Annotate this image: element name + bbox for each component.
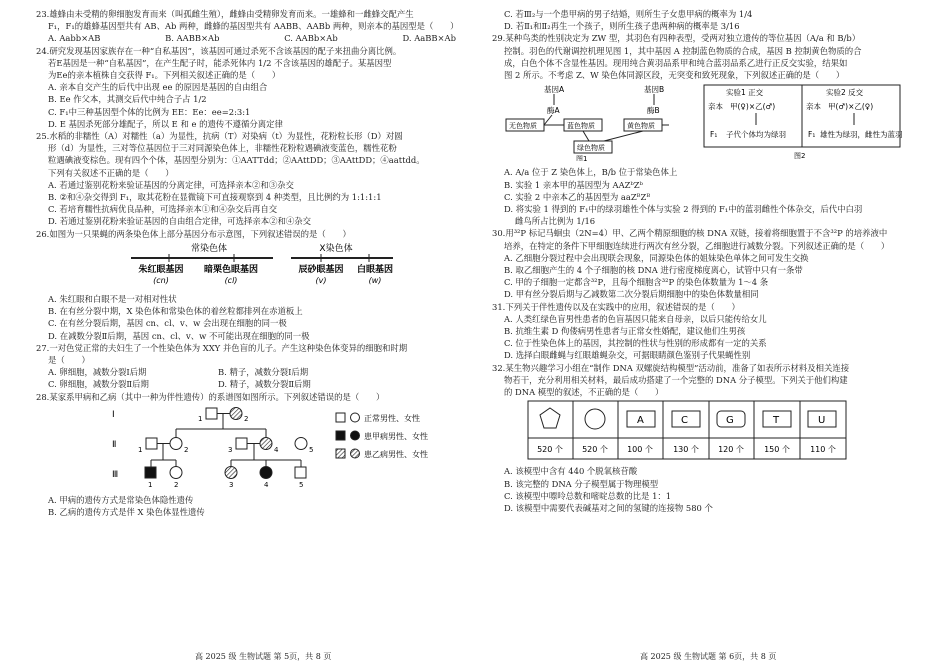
f1-label: F₁	[710, 130, 718, 140]
q23-line: 23.雄蜂由未受精的卵细胞发育而来（叫孤雌生殖），雌蜂由受精卵发育而来。一雄蜂和一雌蜂交配产生	[36, 9, 414, 19]
pedigree-male-normal	[295, 467, 306, 478]
pedigree-figure	[106, 405, 466, 489]
option: C. 甲的子细胞一定都含³²P，且每个细胞含³²P 的染色体数量为 1～4 条	[504, 277, 769, 288]
pedigree-number: 5	[309, 445, 314, 454]
f1-label: F₁	[808, 130, 816, 140]
pedigree-number: 3	[229, 480, 234, 489]
option: B. Ee 作父本，其测交后代中纯合子占 1/2	[48, 94, 207, 105]
gene-label: 暗栗色眼基因	[203, 264, 259, 275]
option: B. AABB×Ab	[165, 33, 220, 44]
option: C. 该模型中嘌呤总数和嘧啶总数的比是 1：1	[504, 490, 672, 501]
option: D. 该模型中需要代表碱基对之间的氢键的连接物 580 个	[504, 503, 713, 514]
pedigree-female-affected-a	[260, 466, 272, 478]
q29-line: 控制。羽色的代谢调控机理见图 1，其中基因 A 控制蓝色物质的合成，基因 B 控制黄色物质的合	[504, 45, 862, 56]
option: C. 实验 2 中亲本乙的基因型为 aaZᴮZᴮ	[504, 191, 651, 202]
question-28	[36, 391, 486, 519]
gene-label: 朱红眼基因	[138, 264, 184, 275]
pedigree-number: 1	[138, 445, 143, 454]
chr-label-x: X染色体	[319, 243, 353, 254]
option: D. AaBB×Ab	[402, 33, 456, 44]
substance-label: 无色物质	[509, 122, 537, 131]
result-label: 子代个体均为绿羽	[726, 130, 786, 140]
legend-female-affected-a	[351, 431, 360, 440]
pedigree-number: 4	[264, 480, 269, 489]
option: A. 该模型中含有 440 个脱氧核苷酸	[504, 466, 638, 477]
pedigree-number: 1	[148, 480, 153, 489]
base-letter: U	[818, 415, 826, 427]
question-24	[36, 45, 486, 130]
pedigree-number: 2	[184, 445, 189, 454]
gene-b-label: 基因B	[644, 85, 665, 95]
enzyme-b-label: 酶B	[647, 106, 660, 116]
option: C. 位于性染色体上的基因，其控制的性状与性别的形成都有一定的关系	[504, 338, 767, 349]
base-letter: C	[681, 415, 688, 427]
generation-label: Ⅲ	[112, 469, 119, 480]
right-column	[492, 8, 912, 514]
pedigree-number: 1	[198, 414, 203, 423]
pedigree-female-hatched	[260, 437, 272, 449]
option: A. 若通过鉴别花粉来验证基因的分离定律，可选择亲本②和③杂交	[48, 179, 294, 190]
q28-line: 28.某家系甲病和乙病（其中一种为伴性遗传）的系谱图如图所示。下列叙述错误的是（ ）	[36, 391, 385, 402]
substance-label: 绿色物质	[577, 144, 605, 153]
question-31	[492, 301, 912, 362]
option: A. 亲本自交产生的后代中出现 ee 的原因是基因的自由组合	[48, 82, 268, 93]
question-23	[36, 8, 486, 45]
q30-line: 培养，在特定的条件下甲细胞连续进行两次有丝分裂，乙细胞进行减数分裂。下列叙述正确的是（ ）	[504, 240, 890, 251]
page-footer-left: 高 2025 级 生物试题 第 5页，共 8 页	[195, 652, 332, 661]
enzyme-a-label: 酶A	[547, 106, 560, 116]
question-27	[36, 342, 486, 391]
option: A. 卵细胞，减数分裂Ⅰ后期	[48, 367, 147, 378]
gene-symbol: (cl)	[224, 275, 238, 285]
pedigree-number: 2	[174, 480, 179, 489]
question-25	[36, 130, 486, 228]
chromosome-figure	[131, 242, 431, 288]
option: A. 人类红绿色盲男性患者的色盲基因只能来自母亲，以后只能传给女儿	[504, 313, 767, 324]
q27-options-row	[36, 366, 486, 378]
q26-line: 26.如图为一只果蝇的两条染色体上部分基因分布示意图，下列叙述错误的是（ ）	[36, 228, 351, 239]
option: B. 精子，减数分裂Ⅰ后期	[218, 367, 309, 378]
gene-label: 辰砂眼基因	[298, 264, 344, 275]
option: C. AABb×Ab	[284, 33, 338, 44]
generation-label: Ⅱ	[112, 439, 117, 450]
arrow	[583, 131, 589, 141]
question-32	[492, 362, 912, 515]
q25-line: 形（d）为显性，三对等位基因位于三对同源染色体上，非糯性花粉粒遇碘液变蓝色，糯性花粉	[48, 143, 397, 154]
option: B. 抗维生素 D 佝偻病男性患者与正常女性婚配，建议他们生男孩	[504, 326, 746, 337]
table-cell: 150 个	[764, 445, 790, 455]
option: D. 在减数分裂Ⅱ后期，基因 cn、cl、v、w 不可能出现在细胞的同一极	[48, 330, 310, 341]
gene-symbol: (cn)	[153, 275, 169, 285]
pedigree-number: 3	[228, 445, 233, 454]
table-cell: 520 个	[537, 445, 563, 455]
option: B. 在有丝分裂中期，X 染色体和常染色体的着丝粒都排列在赤道板上	[48, 306, 303, 317]
dna-materials-table	[527, 400, 847, 460]
legend-male-affected-b	[336, 449, 345, 458]
q25-line: 下列有关叙述不正确的是（ ）	[48, 167, 174, 178]
q24-line: 若E基因是一种“自私基因”，在产生配子时，能杀死体内 1/2 不含该基因的雄配子。某基因型	[48, 57, 392, 68]
option: 雌鸟所占比例为 1/16	[504, 216, 596, 227]
q30-line: 30.用³²P 标记马蛔虫（2N=4）甲、乙两个精原细胞的核 DNA 双链，接着将细胞置于不含³²P 的培养液中	[492, 228, 888, 239]
pedigree-male-normal	[206, 408, 217, 419]
legend-label: 患乙病男性、女性	[364, 449, 428, 459]
experiment-title: 实验2 反交	[826, 88, 864, 98]
pedigree-female-normal	[295, 437, 307, 449]
metabolism-figures	[504, 83, 904, 161]
option: C. 卵细胞，减数分裂Ⅱ后期	[48, 379, 149, 390]
option: D. 精子，减数分裂Ⅱ后期	[218, 379, 311, 390]
result-label: 雄性为绿羽，雌性为蓝羽	[820, 130, 903, 140]
option: A. 朱红眼和白眼不是一对相对性状	[48, 294, 177, 305]
option: A. Aabb×AB	[48, 33, 101, 44]
chr-label-autosome: 常染色体	[190, 243, 228, 254]
option: C. 在有丝分裂后期，基因 cn、cl、v、w 会出现在细胞的同一极	[48, 318, 287, 329]
option: B. 实验 1 亲本甲的基因型为 AAZᵇZᵇ	[504, 179, 643, 190]
legend-male-normal	[336, 413, 345, 422]
option: A. A/a 位于 Z 染色体上，B/b 位于常染色体上	[504, 167, 678, 178]
table-cell: 120 个	[718, 445, 744, 455]
circle-icon	[585, 409, 605, 429]
gene-a-label: 基因A	[544, 85, 565, 95]
substance-label: 黄色物质	[627, 122, 655, 131]
q29-line: 29.某种鸟类的性别决定为 ZW 型，其羽色有四种表型，受两对独立遗传的等位基因（A/a 和 B/b）	[492, 33, 861, 44]
option: C. 若Ⅲ₂与一个患甲病的男子结婚，则所生子女患甲病的概率为 1/4	[504, 9, 753, 19]
option: C. 若培育糯性抗病优良品种，可选择亲本①和④杂交后再自交	[48, 204, 278, 215]
base-letter: A	[637, 415, 644, 427]
q27-line: 27.一对色觉正常的夫妇生了一个性染色体为 XXY 并色盲的儿子。产生这种染色体变异的细胞和时期	[36, 342, 408, 353]
gene-label: 白眼基因	[356, 264, 394, 275]
q23-options	[36, 32, 486, 44]
q25-line: 粒遇碘液变棕色。现有四个个体，基因型分别为：①AATTdd；②AAttDD；③AAttDD；④aattdd。	[48, 155, 425, 166]
base-letter: G	[726, 415, 734, 427]
option: D. E 基因杀死部分雄配子，所以 E 和 e 的遗传不遵循分离定律	[48, 118, 283, 129]
option: D. 若Ⅱ₁和Ⅱ₂再生一个孩子，则所生孩子患两种病的概率是 3/16	[504, 21, 740, 32]
question-28-continued	[492, 8, 912, 32]
pedigree-male-affected-a	[145, 467, 156, 478]
pedigree-number: 2	[244, 414, 249, 423]
parent-label: 亲本	[708, 102, 723, 112]
table-cell: 520 个	[582, 445, 608, 455]
q32-line: 物若干，充分利用相关材料，最后成功搭建了一个完整的 DNA 分子模型。下列关于他们构建	[504, 374, 848, 385]
option: D. 若通过鉴别花粉来验证基因的自由组合定律，可选择亲本②和④杂交	[48, 216, 311, 227]
cross-label: 甲(♂)×乙(♀)	[828, 102, 874, 112]
legend-male-affected-a	[336, 431, 345, 440]
experiment-title: 实验1 正交	[726, 88, 764, 98]
arrow	[544, 115, 552, 125]
gene-symbol: (v)	[315, 275, 327, 285]
table-cell: 100 个	[627, 445, 653, 455]
q27-options-row	[36, 378, 486, 390]
q29-line: 成，白色个体不含显性基因。现用纯合黄羽品系甲和纯合蓝羽品系乙进行正反交实验，结果如	[504, 57, 848, 68]
q25-line: 25.水稻的非糯性（A）对糯性（a）为显性，抗病（T）对染病（t）为显性，花粉粒长形（D）对圆	[36, 131, 403, 142]
table-cell: 130 个	[673, 445, 699, 455]
legend-label: 患甲病男性、女性	[364, 431, 428, 441]
question-26	[36, 228, 486, 342]
page-footer-right: 高 2025 级 生物试题 第 6页，共 8 页	[640, 652, 777, 661]
parent-label: 亲本	[806, 102, 821, 112]
option: D. 甲有丝分裂后期与乙减数第二次分裂后期细胞中的染色体数量相同	[504, 289, 759, 300]
base-letter: T	[773, 415, 780, 427]
question-29	[492, 32, 912, 227]
q32-line: 32.某生物兴趣学习小组在“制作 DNA 双螺旋结构模型”活动前，准备了如表所示材料及相关连接	[492, 362, 850, 373]
q32-line: 的 DNA 模型的叙述，不正确的是（ ）	[504, 387, 664, 398]
option: C. F₁中三种基因型个体的比例为 EE：Ee：ee=2:3:1	[48, 106, 251, 117]
option: B. 乙病的遗传方式是伴 X 染色体显性遗传	[48, 507, 205, 518]
option: B. 取乙细胞产生的 4 个子细胞的核 DNA 进行密度梯度离心，试管中只有一条带	[504, 265, 803, 276]
option: B. ②和④杂交得到 F₁，取其花粉在显微镜下可直接观察到 4 种类型，且比例约为 1:1:1:1	[48, 192, 382, 203]
cross-label: 甲(♀)×乙(♂)	[730, 102, 776, 112]
q29-line: 图 2 所示。不考虑 Z、W 染色体同源区段，无突变和致死现象，下列叙述正确的是（ ）	[504, 70, 845, 81]
left-column	[36, 8, 486, 519]
gene-symbol: (w)	[368, 275, 382, 285]
figure-caption: 图1	[576, 155, 588, 162]
pedigree-female-hatched	[230, 407, 242, 419]
substance-label: 蓝色物质	[567, 122, 595, 131]
q27-line: 是（ ）	[48, 355, 90, 366]
option: D. 将实验 1 得到的 F₁中的绿羽雄性个体与实验 2 得到的 F₁中的蓝羽雌性个体杂交，后代中白羽	[504, 204, 863, 215]
option: B. 该完整的 DNA 分子模型属于物理模型	[504, 478, 659, 489]
pedigree-male-normal	[146, 438, 157, 449]
legend-label: 正常男性、女性	[364, 413, 420, 423]
pedigree-female-hatched	[225, 466, 237, 478]
q23-line: F₁，F₁的雄蜂基因型共有 AB、Ab 两种，雌蜂的基因型共有 AABB、AABb 两种，则亲本的基因型是（ ）	[48, 21, 459, 32]
q24-line: 24.研究发现基因家族存在一种“自私基因”，该基因可通过杀死不含该基因的配子来扭曲分离比例。	[36, 45, 402, 56]
q31-line: 31.下列关于伴性遗传以及在实践中的应用，叙述错误的是（ ）	[492, 301, 740, 312]
pedigree-male-normal	[236, 438, 247, 449]
legend-female-normal	[351, 413, 360, 422]
pedigree-number: 4	[274, 445, 279, 454]
pedigree-number: 5	[299, 480, 304, 489]
figure-caption: 图2	[794, 152, 806, 161]
pedigree-female-normal	[170, 437, 182, 449]
q24-line: 为Ee的亲本植株自交获得 F₁。下列相关叙述正确的是（ ）	[48, 70, 281, 81]
option: A. 乙细胞分裂过程中会出现联会现象，同源染色体的姐妹染色单体之间可发生交换	[504, 252, 809, 263]
option: A. 甲病的遗传方式是常染色体隐性遗传	[48, 495, 194, 506]
arrow	[604, 131, 643, 141]
option: D. 选择白眼雌蝇与红眼雄蝇杂交，可据眼睛颜色鉴别子代果蝇性别	[504, 350, 751, 361]
generation-label: Ⅰ	[112, 409, 115, 420]
table-cell: 110 个	[810, 445, 836, 455]
question-30	[492, 227, 912, 300]
pedigree-female-normal	[170, 466, 182, 478]
legend-female-affected-b	[351, 449, 360, 458]
